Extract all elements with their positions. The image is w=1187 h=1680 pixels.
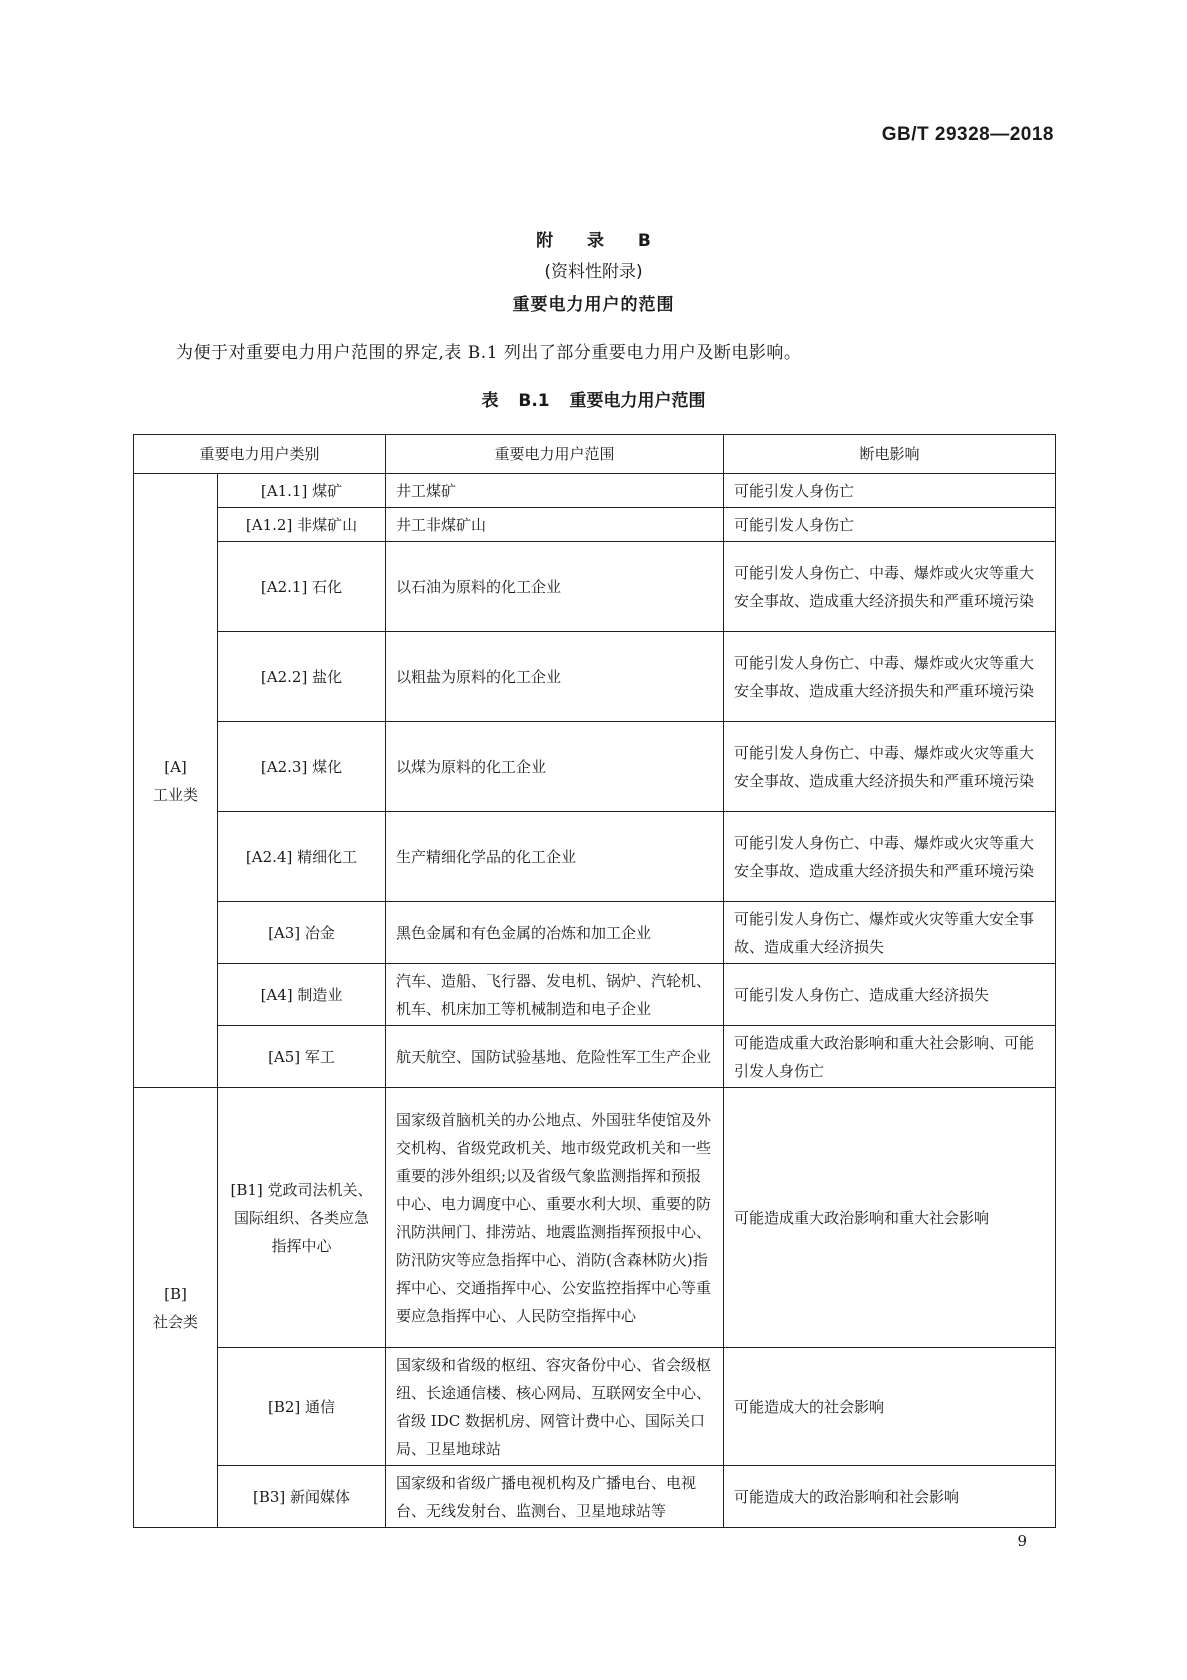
impact-cell: 可能引发人身伤亡、中毒、爆炸或火灾等重大安全事故、造成重大经济损失和严重环境污染 xyxy=(724,722,1056,812)
scope-cell: 国家级和省级广播电视机构及广播电台、电视台、无线发射台、监测台、卫星地球站等 xyxy=(386,1466,724,1528)
table-row xyxy=(134,964,1056,1026)
impact-cell: 可能造成重大政治影响和重大社会影响 xyxy=(724,1088,1056,1348)
power-user-table xyxy=(133,434,1056,1528)
subcategory-cell: [B3] 新闻媒体 xyxy=(218,1466,386,1528)
intro-paragraph: 为便于对重要电力用户范围的界定,表 B.1 列出了部分重要电力用户及断电影响。 xyxy=(176,343,802,363)
table-row xyxy=(134,508,1056,542)
subcategory-cell: [A1.1] 煤矿 xyxy=(218,474,386,508)
impact-cell: 可能造成大的政治影响和社会影响 xyxy=(724,1466,1056,1528)
impact-cell: 可能造成重大政治影响和重大社会影响、可能引发人身伤亡 xyxy=(724,1026,1056,1088)
group-code: [B] xyxy=(164,1284,187,1303)
header-impact: 断电影响 xyxy=(724,435,1056,474)
scope-cell: 以石油为原料的化工企业 xyxy=(386,542,724,632)
impact-cell: 可能引发人身伤亡、中毒、爆炸或火灾等重大安全事故、造成重大经济损失和严重环境污染 xyxy=(724,632,1056,722)
impact-cell: 可能引发人身伤亡、中毒、爆炸或火灾等重大安全事故、造成重大经济损失和严重环境污染 xyxy=(724,812,1056,902)
impact-cell: 可能引发人身伤亡、造成重大经济损失 xyxy=(724,964,1056,1026)
impact-cell: 可能引发人身伤亡 xyxy=(724,508,1056,542)
subcategory-cell: [B1] 党政司法机关、国际组织、各类应急指挥中心 xyxy=(218,1088,386,1348)
subcategory-cell: [A1.2] 非煤矿山 xyxy=(218,508,386,542)
header-scope: 重要电力用户范围 xyxy=(386,435,724,474)
subcategory-cell: [A4] 制造业 xyxy=(218,964,386,1026)
table-row xyxy=(134,722,1056,812)
scope-cell: 国家级首脑机关的办公地点、外国驻华使馆及外交机构、省级党政机关、地市级党政机关和一些重要的涉外组织;以及省级气象监测指挥和预报中心、电力调度中心、重要水利大坝、重要的防汛防洪闸门、排涝站、地震监测指挥预报中心、防汛防灾等应急指挥中心、消防(含森林防火)指挥中心、交通指挥中心、公安监控指挥中心等重要应急指挥中心、人民防空指挥中心 xyxy=(386,1088,724,1348)
scope-cell: 汽车、造船、飞行器、发电机、锅炉、汽轮机、机车、机床加工等机械制造和电子企业 xyxy=(386,964,724,1026)
page-number: 9 xyxy=(1017,1532,1027,1550)
group-name: 工业类 xyxy=(152,785,198,804)
subcategory-cell: [A2.3] 煤化 xyxy=(218,722,386,812)
table-row xyxy=(134,542,1056,632)
subcategory-cell: [A2.2] 盐化 xyxy=(218,632,386,722)
scope-cell: 航天航空、国防试验基地、危险性军工生产企业 xyxy=(386,1026,724,1088)
scope-cell: 生产精细化学品的化工企业 xyxy=(386,812,724,902)
appendix-label: 附 录 B xyxy=(536,231,665,251)
subcategory-cell: [B2] 通信 xyxy=(218,1348,386,1466)
table-row xyxy=(134,632,1056,722)
group-cell-industrial xyxy=(134,474,218,1088)
impact-cell: 可能引发人身伤亡、爆炸或火灾等重大安全事故、造成重大经济损失 xyxy=(724,902,1056,964)
table-header-row xyxy=(134,435,1056,474)
table-row xyxy=(134,902,1056,964)
table-row xyxy=(134,1088,1056,1348)
subcategory-cell: [A5] 军工 xyxy=(218,1026,386,1088)
table-row xyxy=(134,1026,1056,1088)
appendix-type: (资料性附录) xyxy=(544,262,643,282)
subcategory-cell: [A2.1] 石化 xyxy=(218,542,386,632)
table-row xyxy=(134,812,1056,902)
scope-cell: 国家级和省级的枢纽、容灾备份中心、省会级枢纽、长途通信楼、核心网局、互联网安全中心、省级 IDC 数据机房、网管计费中心、国际关口局、卫星地球站 xyxy=(386,1348,724,1466)
header-category: 重要电力用户类别 xyxy=(134,435,386,474)
subcategory-cell: [A2.4] 精细化工 xyxy=(218,812,386,902)
scope-cell: 井工非煤矿山 xyxy=(386,508,724,542)
table-row xyxy=(134,1466,1056,1528)
appendix-title: 重要电力用户的范围 xyxy=(512,295,675,315)
impact-cell: 可能引发人身伤亡、中毒、爆炸或火灾等重大安全事故、造成重大经济损失和严重环境污染 xyxy=(724,542,1056,632)
scope-cell: 以煤为原料的化工企业 xyxy=(386,722,724,812)
group-cell-social xyxy=(134,1088,218,1528)
standard-code: GB/T 29328—2018 xyxy=(881,124,1054,145)
subcategory-cell: [A3] 冶金 xyxy=(218,902,386,964)
impact-cell: 可能造成大的社会影响 xyxy=(724,1348,1056,1466)
scope-cell: 以粗盐为原料的化工企业 xyxy=(386,632,724,722)
impact-cell: 可能引发人身伤亡 xyxy=(724,474,1056,508)
group-code: [A] xyxy=(164,757,187,776)
scope-cell: 黑色金属和有色金属的冶炼和加工企业 xyxy=(386,902,724,964)
table-row xyxy=(134,1348,1056,1466)
group-name: 社会类 xyxy=(152,1312,198,1331)
table-row xyxy=(134,474,1056,508)
table-caption: 表 B.1 重要电力用户范围 xyxy=(481,391,706,411)
scope-cell: 井工煤矿 xyxy=(386,474,724,508)
